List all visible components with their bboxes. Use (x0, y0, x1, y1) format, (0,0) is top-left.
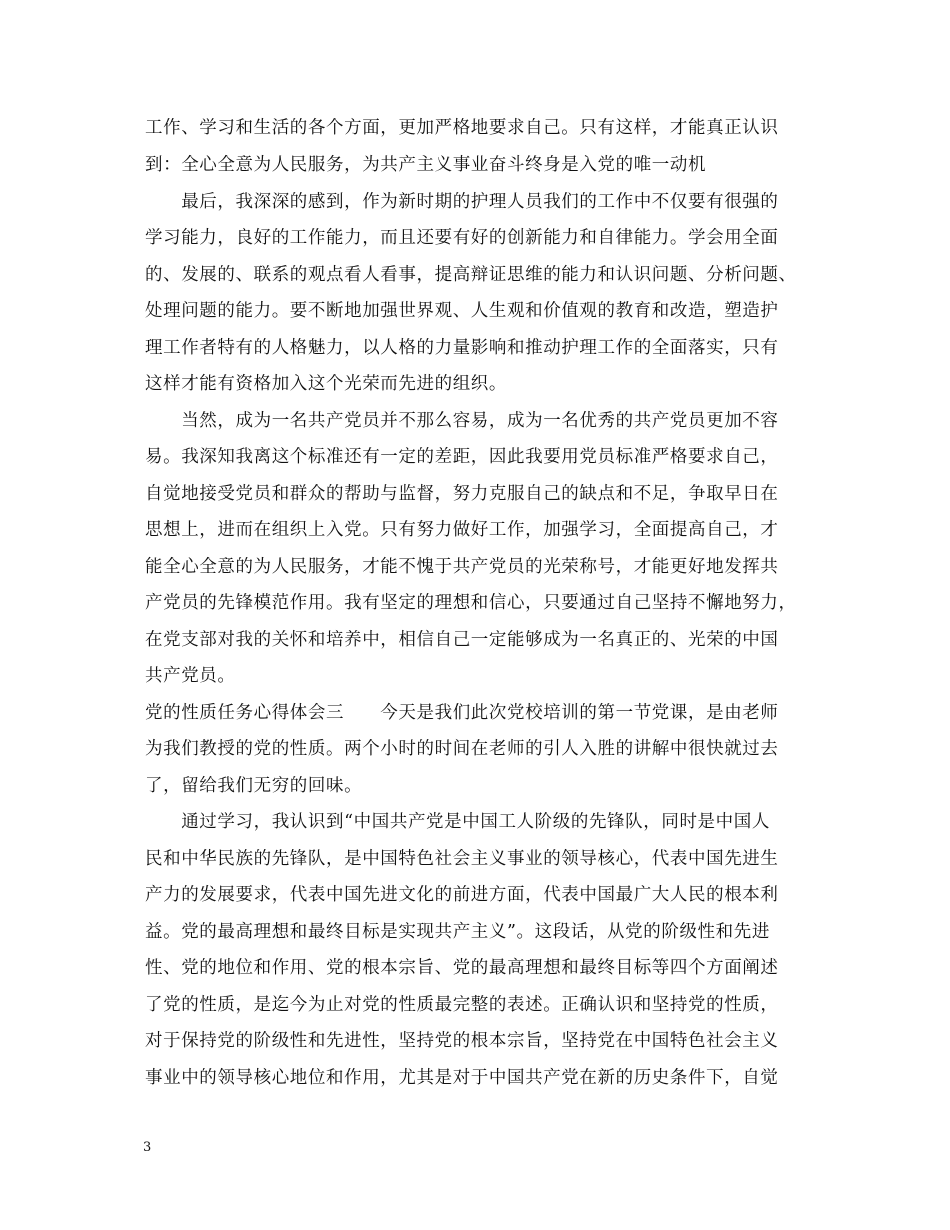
text-line: 易。我深知我离这个标准还有一定的差距，因此我要用党员标准严格要求自己， (145, 447, 779, 467)
section-heading-line: 党的性质任务心得体会三 今天是我们此次党校培训的第一节党课，是由老师 (145, 703, 779, 723)
text-line: 性、党的地位和作用、党的根本宗旨、党的最高理想和最终目标等四个方面阐述 (145, 958, 779, 978)
text-line: 能全心全意的为人民服务，才能不愧于共产党员的光荣称号，才能更好地发挥共 (145, 557, 779, 577)
text-line: 了党的性质，是迄今为止对党的性质最完整的表述。正确认识和坚持党的性质， (145, 995, 779, 1015)
text-line: 的、发展的、联系的观点看人看事，提高辩证思维的能力和认识问题、分析问题、 (145, 265, 797, 285)
text-line: 益。党的最高理想和最终目标是实现共产主义”。这段话，从党的阶级性和先进 (145, 922, 770, 942)
text-line: 处理问题的能力。要不断地加强世界观、人生观和价值观的教育和改造，塑造护 (145, 301, 779, 321)
text-line: 学习能力，良好的工作能力，而且还要有好的创新能力和自律能力。学会用全面 (145, 228, 779, 248)
text-line: 工作、学习和生活的各个方面，更加严格地要求自己。只有这样，才能真正认识 (145, 118, 779, 138)
page-number: 3 (143, 1140, 152, 1155)
text-line: 当然，成为一名共产党员并不那么容易，成为一名优秀的共产党员更加不容 (145, 411, 779, 431)
text-line: 理工作者特有的人格魅力，以人格的力量影响和推动护理工作的全面落实，只有 (145, 338, 779, 358)
text-line: 通过学习，我认识到“中国共产党是中国工人阶级的先锋队，同时是中国人 (145, 812, 770, 832)
text-line: 思想上，进而在组织上入党。只有努力做好工作，加强学习，全面提高自己，才 (145, 520, 779, 540)
text-line: 了，留给我们无穷的回味。 (145, 776, 363, 796)
text-line: 民和中华民族的先锋队，是中国特色社会主义事业的领导核心，代表中国先进生 (145, 849, 779, 869)
text-line: 最后，我深深的感到，作为新时期的护理人员我们的工作中不仅要有很强的 (145, 192, 779, 212)
text-line: 自觉地接受党员和群众的帮助与监督，努力克服自己的缺点和不足，争取早日在 (145, 484, 779, 504)
text-line: 共产党员。 (145, 666, 236, 686)
text-line: 产党员的先锋模范作用。我有坚定的理想和信心，只要通过自己坚持不懈地努力， (145, 593, 797, 613)
text-line: 这样才能有资格加入这个光荣而先进的组织。 (145, 374, 507, 394)
text-line: 为我们教授的党的性质。两个小时的时间在老师的引人入胜的讲解中很快就过去 (145, 739, 779, 759)
text-line: 事业中的领导核心地位和作用，尤其是对于中国共产党在新的历史条件下，自觉 (145, 1068, 779, 1088)
text-line: 到：全心全意为人民服务，为共产主义事业奋斗终身是入党的唯一动机 (145, 155, 707, 175)
text-line: 产力的发展要求，代表中国先进文化的前进方面，代表中国最广大人民的根本利 (145, 885, 779, 905)
text-line: 在党支部对我的关怀和培养中，相信自己一定能够成为一名真正的、光荣的中国 (145, 630, 779, 650)
text-line: 对于保持党的阶级性和先进性，坚持党的根本宗旨，坚持党在中国特色社会主义 (145, 1031, 779, 1051)
